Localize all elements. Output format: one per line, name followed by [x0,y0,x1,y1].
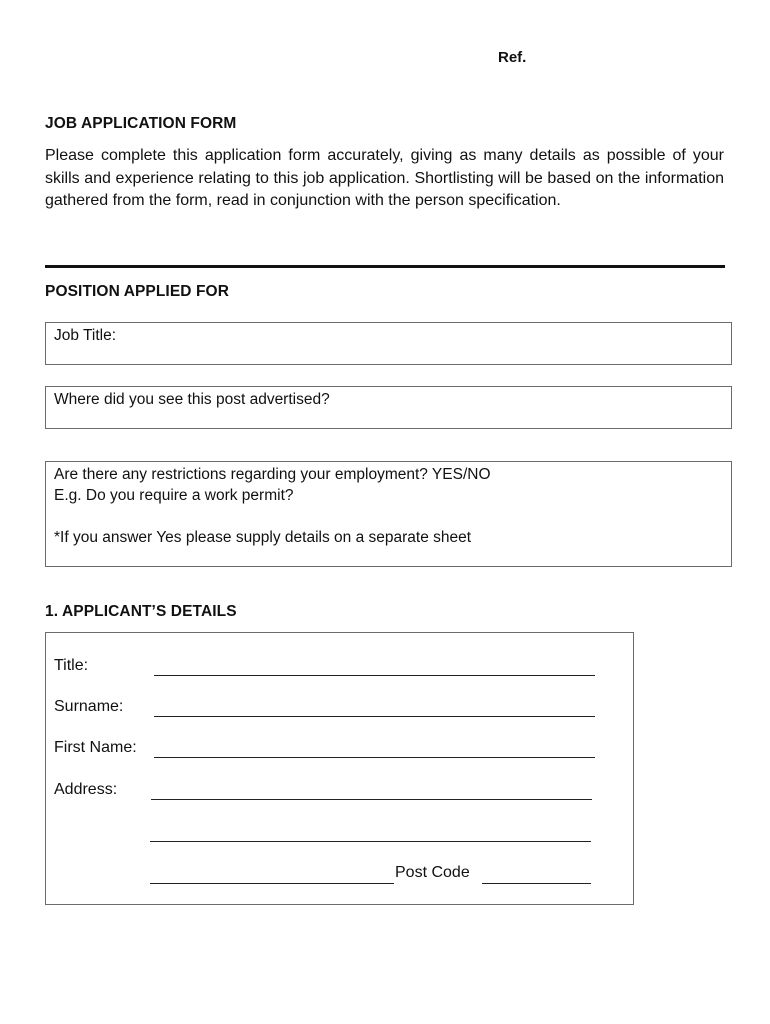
advertised-label: Where did you see this post advertised? [54,391,330,408]
first-name-label: First Name: [54,739,137,756]
first-name-input-line[interactable] [154,757,595,758]
surname-input-line[interactable] [154,716,595,717]
advertised-field[interactable] [45,386,732,429]
restrictions-note: *If you answer Yes please supply details on a separate sheet [54,529,472,546]
title-label: Title: [54,657,89,674]
restrictions-question: Are there any restrictions regarding your employment? YES/NO [54,466,491,483]
job-title-field[interactable] [45,322,732,365]
post-code-label: Post Code [395,864,470,881]
address-line-2[interactable] [150,841,591,842]
address-label: Address: [54,781,118,798]
address-line-1[interactable] [151,799,592,800]
applicant-heading: 1. APPLICANT’S DETAILS [45,603,237,620]
surname-label: Surname: [54,698,124,715]
restrictions-example: E.g. Do you require a work permit? [54,487,294,504]
ref-label: Ref. [498,49,527,66]
form-title: JOB APPLICATION FORM [45,115,237,132]
restrictions-field[interactable] [45,461,732,567]
position-heading: POSITION APPLIED FOR [45,283,229,300]
applicant-details-box [45,632,634,905]
title-input-line[interactable] [154,675,595,676]
intro-paragraph: Please complete this application form accurately, giving as many details as possible of your skills and experience relating to this job application. Shortlisting will be based on the information gathered from the form, read in conjunction with the person specification. [45,147,724,209]
post-code-input-line[interactable] [482,883,591,884]
job-title-label: Job Title: [54,327,117,344]
address-line-3[interactable] [150,883,394,884]
section-divider [45,265,725,268]
